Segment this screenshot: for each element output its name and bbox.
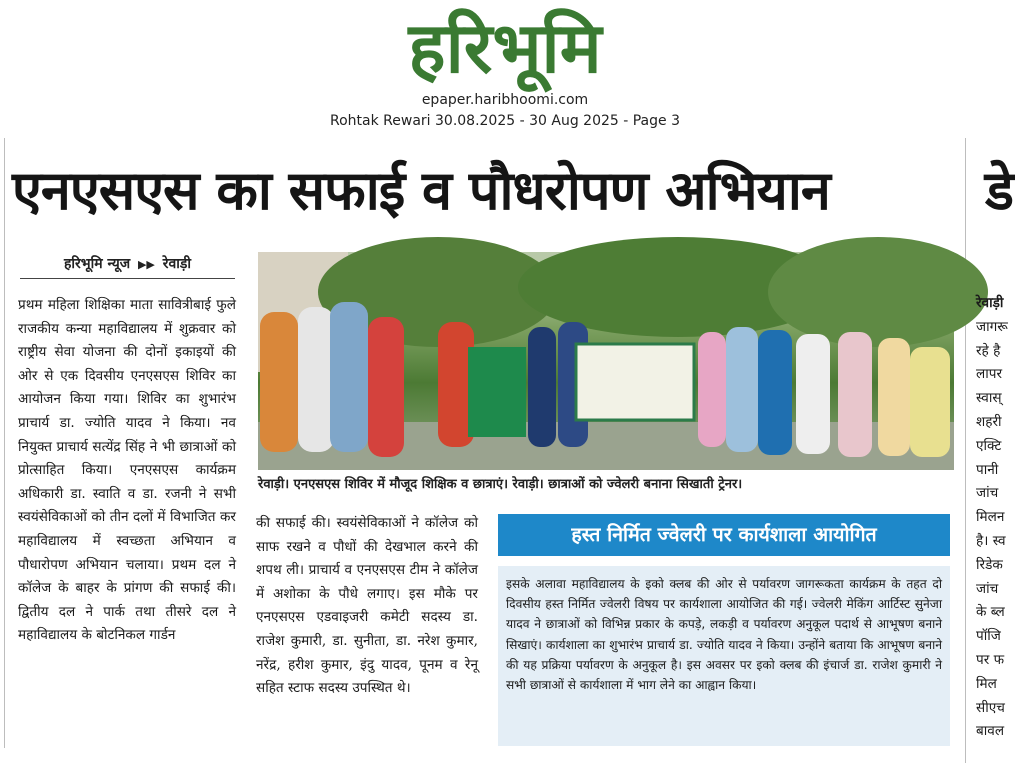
adjacent-line: मिलन [976, 509, 1005, 526]
adjacent-article-column [976, 292, 1010, 762]
adjacent-line: बावल [976, 723, 1005, 740]
epaper-url: epaper.haribhoomi.com [421, 92, 589, 108]
adjacent-line: रिडेक [976, 556, 1003, 573]
adjacent-line: पर फ [976, 651, 1005, 668]
news-photo [258, 252, 954, 470]
byline [20, 252, 235, 279]
left-margin-rule [4, 138, 5, 748]
byline-source: हरिभूमि न्यूज [63, 256, 131, 272]
sub-article-body: इसके अलावा महाविद्यालय के इको क्लब की ओर से पर्यावरण जागरूकता कार्यक्रम के तहत दो दिवसीय हस्त निर्मित ज्वेलरी विषय पर कार्यशाला आयोजित की गई। ज्वेलरी मेकिंग आर्टिस्ट सुनेजा यादव ने छात्राओं को विभिन्न प्रकार के कपड़े, लकड़ी व पर्यावरण अनुकूल पदार्थ से आभूषण बनाने सिखाएं। कार्यशाला का शुभारंभ प्राचार्य डा. ज्योति यादव ने किया। उन्होंने बताया कि आभूषण बनाने की यह प्रक्रिया पर्यावरण के अनुकूल है। इस अवसर पर इको क्लब की इंचार्ज डा. राजेश कुमारी ने सभी छात्राओं से कार्यशाला में भाग लेने का आह्वान किया। [498, 566, 950, 746]
adjacent-line: लापर [976, 366, 1003, 383]
adjacent-line: जागरू [976, 318, 1008, 335]
adjacent-line: पानी [976, 461, 999, 478]
article-column-1: प्रथम महिला शिक्षिका माता सावित्रीबाई फुले राजकीय कन्या महाविद्यालय में शुक्रवार को राष्ट्रीय सेवा योजना की दोनों इकाइयों की ओर से एक दिवसीय एनएसएस शिविर का आयोजन किया गया। शिविर का शुभारंभ प्राचार्य डा. ज्योति यादव ने किया। नव नियुक्त प्राचार्य सत्येंद्र सिंह ने भी छात्राओं को प्रोत्साहित किया। एनएसएस कार्यक्रम अधिकारी डा. स्वाति व डा. रजनी ने सभी स्वयंसेविकाओं को तीन दलों में विभाजित कर महाविद्यालय में स्वच्छता अभियान व पौधारोपण अभियान चलाया। प्रथम दल ने कॉलेज के बाहर के प्रांगण की सफाई की। द्वितीय दल ने पार्क तथा तीसरे दल ने महाविद्यालय के बोटनिकल गार्डन [18, 297, 236, 644]
column-rule-right [965, 138, 966, 763]
article-headline: एनएसएस का सफाई व पौधरोपण अभियान [12, 159, 830, 222]
adjacent-line: जांच [976, 580, 999, 597]
byline-place: रेवाड़ी [162, 256, 192, 272]
adjacent-line: एक्टि [976, 437, 1002, 454]
adjacent-line: के ब्ल [976, 604, 1005, 621]
adjacent-line: स्वास् [976, 390, 1002, 407]
adjacent-line: सीएच [976, 699, 1005, 716]
photo-illustration [258, 252, 954, 470]
adjacent-line: रहे है [976, 342, 1001, 359]
adjacent-headline-fragment: डे [985, 159, 1014, 222]
photo-caption: रेवाड़ी। एनएसएस शिविर में मौजूद शिक्षिक व छात्राएं। रेवाड़ी। छात्राओं को ज्वेलरी बनाना सिखाती ट्रेनर। [258, 477, 743, 492]
byline-arrows-icon: ▶▶ [137, 258, 155, 271]
article-column-2: की सफाई की। स्वयंसेविकाओं ने कॉलेज को साफ रखने व पौधों की देखभाल करने की शपथ ली। प्राचार्य व एनएसएस टीम ने कॉलेज में अशोका के पौधे लगाए। इस मौके पर एनएसएस एडवाइजरी कमेटी सदस्य डा. राजेश कुमारी, डा. सुनीता, डा. नरेश कुमार, नरेंद्र, हरीश कुमार, इंदु यादव, पूनम व रेनू सहित स्टाफ सदस्य उपस्थित थे। [256, 515, 478, 697]
adjacent-line: रेवाड़ी [976, 295, 1004, 311]
haribhoomi-logo [355, 0, 655, 89]
adjacent-line: पॉजि [976, 628, 1001, 645]
adjacent-line: जांच [976, 485, 999, 502]
adjacent-line: शहरी [976, 413, 1002, 430]
svg-text:हरिभूमि: हरिभूमि [408, 7, 602, 89]
adjacent-line: है। स्व [976, 532, 1006, 549]
sub-article-headline: हस्त निर्मित ज्वेलरी पर कार्यशाला आयोगित [498, 514, 950, 556]
edition-info: Rohtak Rewari 30.08.2025 - 30 Aug 2025 - Page 3 [330, 113, 680, 129]
adjacent-line: मिल [976, 675, 997, 692]
masthead [0, 0, 1010, 140]
